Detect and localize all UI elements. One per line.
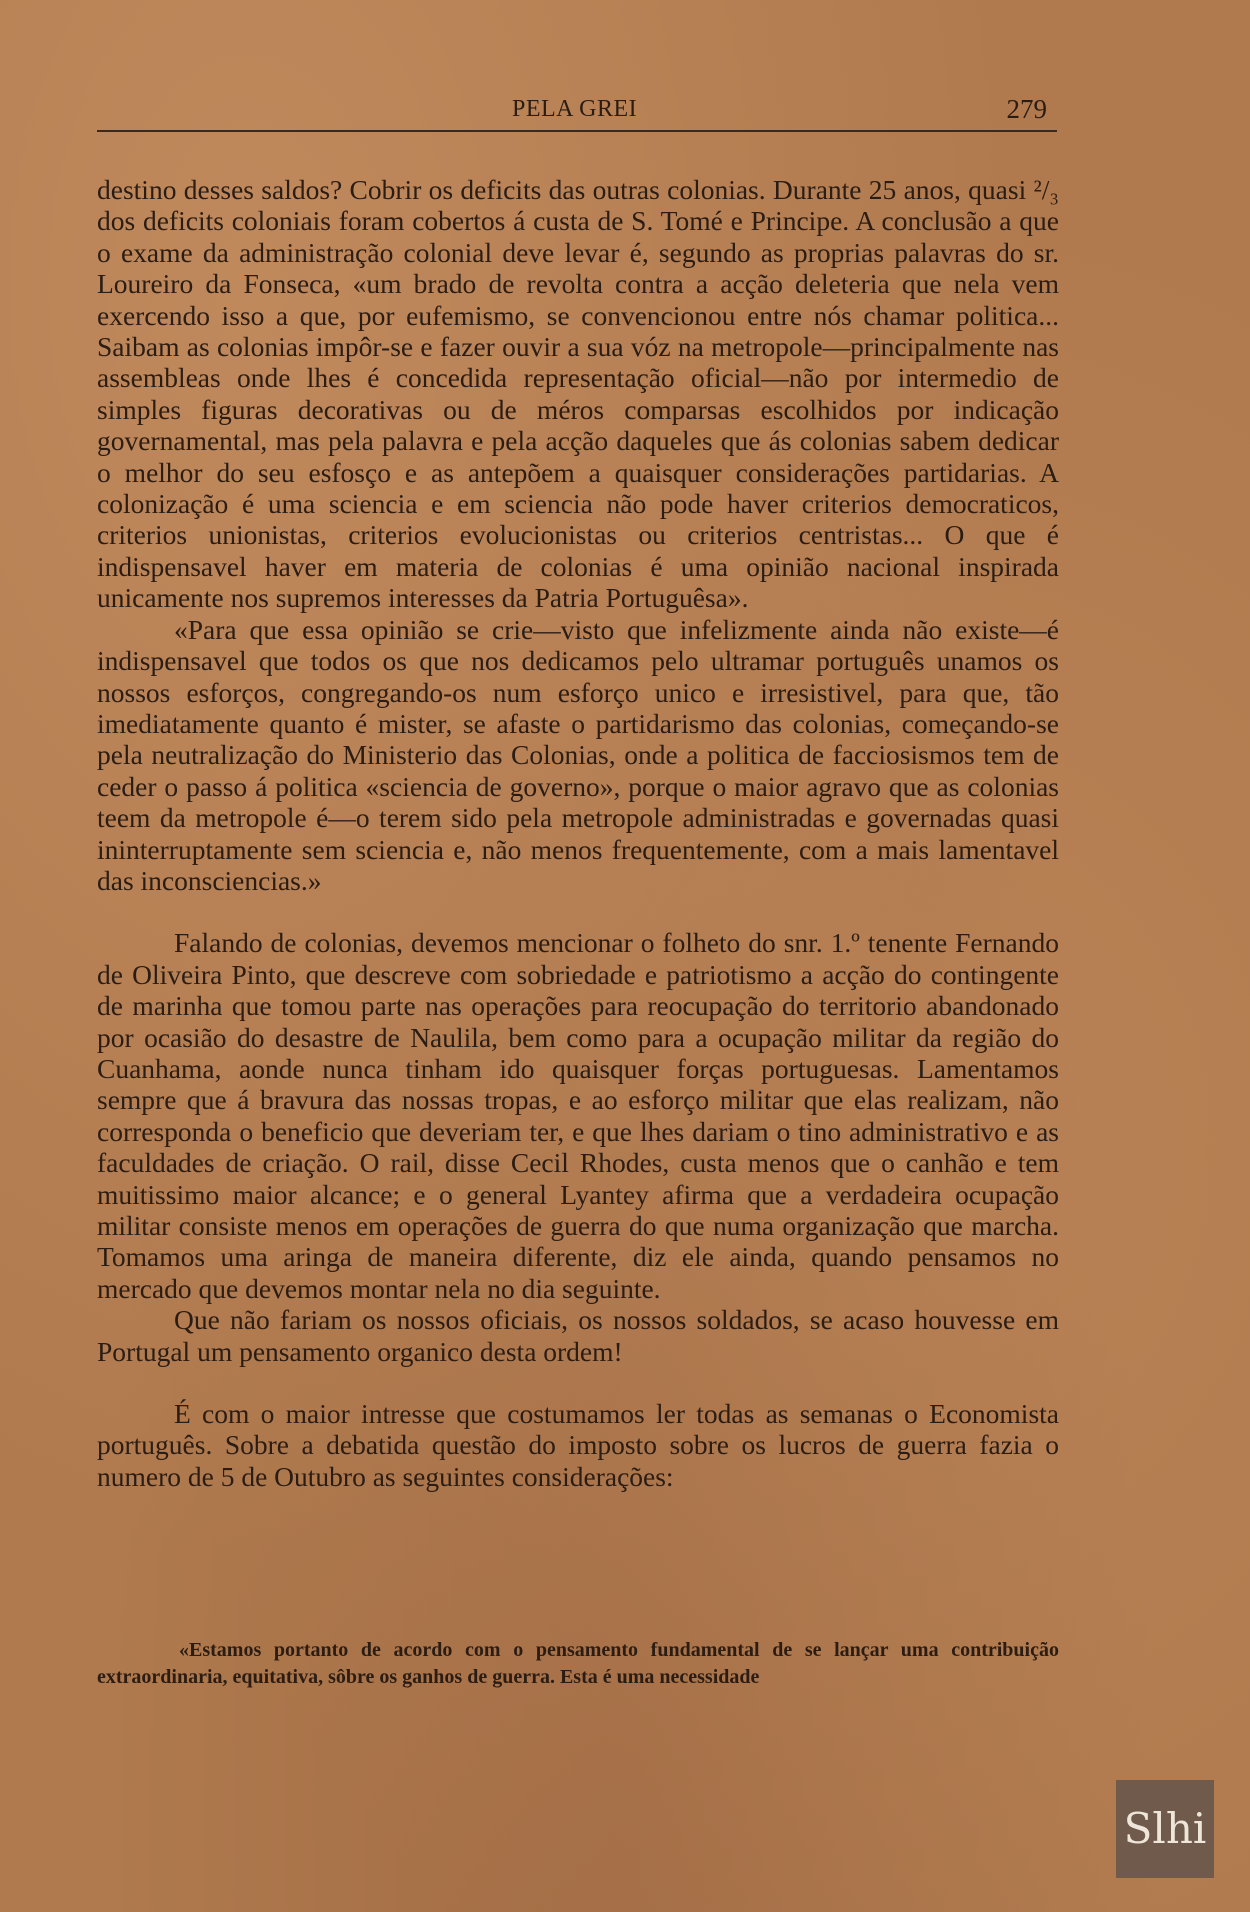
stamp-text: Slhi: [1123, 1804, 1207, 1853]
quoted-excerpt: «Estamos portanto de acordo com o pensamento fundamental de se lançar uma contribuição extraordinaria, equitativa, sôbre os ganhos de guerra. Esta é uma necessidade: [97, 1639, 1059, 1688]
page-number: 279: [1006, 94, 1047, 124]
paragraph-national-opinion: «Para que essa opinião se crie—visto que infelizmente ainda não existe—é indispensavel que todos os que nos dedicamos pelo ultramar português unamos os nossos esforços, congregando-os num esforço unico e irresistivel, para que, tão imediatamente quanto é mister, se afaste o partidarismo das colonias, começando-se pela neutralização do Ministerio das Colonias, onde a politica de facciosismos tem de ceder o passo á politica «sciencia de governo», porque o maior agravo que as colonias teem da metropole é—o terem sido pela metropole administradas e governadas quasi ininterruptamente sem sciencia e, não menos frequentemente, com a mais lamentavel das inconsciencias.»: [97, 613, 1059, 896]
page-header: [97, 92, 1057, 132]
header-rule: [97, 130, 1057, 132]
library-stamp-logo: [1116, 1780, 1214, 1878]
body-text: [97, 174, 1059, 1492]
paragraph-colonial-deficits: destino desses saldos? Cobrir os deficits das outras colonias. Durante 25 anos, quasi ²/₃ dos deficits coloniais foram cobertos á custa de S. Tomé e Principe. A conclusão a que o exame da administração colonial deve levar é, segundo as proprias palavras do sr. Loureiro da Fonseca, «um brado de revolta contra a acção deleteria que nela vem exercendo isso a que, por eufemismo, se convencionou entre nós chamar politica... Saibam as colonias impôr-se e fazer ouvir a sua vóz na metropole—principalmente nas assembleas onde lhes é concedida representação oficial—não por intermedio de simples figuras decorativas ou de méros comparsas escolhidos por indicação governamental, mas pela palavra e pela acção daqueles que ás colonias sabem dedicar o melhor do seu esfosço e as antepõem a quaisquer considerações partidarias. A colonização é uma sciencia e em sciencia não pode haver criterios democraticos, criterios unionistas, criterios evolucionistas ou criterios centristas... O que é indispensavel haver em materia de colonias é uma opinião nacional inspirada unicamente nos supremos interesses da Patria Portuguêsa».: [97, 174, 1059, 614]
paragraph-economista: É com o maior intresse que costumamos ler todas as semanas o Economista português. Sobre a debatida questão do imposto sobre os lucros de guerra fazia o numero de 5 de Outubro as seguintes considerações:: [97, 1398, 1059, 1492]
paragraph-military-occupation: Falando de colonias, devemos mencionar o folheto do snr. 1.º tenente Fernando de Oliveira Pinto, que descreve com sobriedade e patriotismo a acção do contingente de marinha que tomou parte nas operações para reocupação do territorio abandonado por ocasião do desastre de Naulila, bem como para a ocupação militar da região do Cuanhama, aonde nunca tinham ido quaisquer forças portuguesas. Lamentamos sempre que á bravura das nossas tropas, e ao esforço militar que elas realizam, não corresponda o beneficio que deveriam ter, e que lhes dariam o tino administrativo e as faculdades de criação. O rail, disse Cecil Rhodes, custa menos que o canhão e tem muitissimo maior alcance; e o general Lyantey afirma que a verdadeira ocupação militar consiste menos em operações de guerra do que numa organização que marcha. Tomamos uma aringa de maneira diferente, diz ele ainda, quando pensamos no mercado que devemos montar nela no dia seguinte.: [97, 927, 1059, 1304]
paragraph-organic-thought: Que não fariam os nossos oficiais, os nossos soldados, se acaso houvesse em Portugal um pensamento organico desta ordem!: [97, 1304, 1059, 1367]
running-title: PELA GREI: [512, 96, 638, 122]
